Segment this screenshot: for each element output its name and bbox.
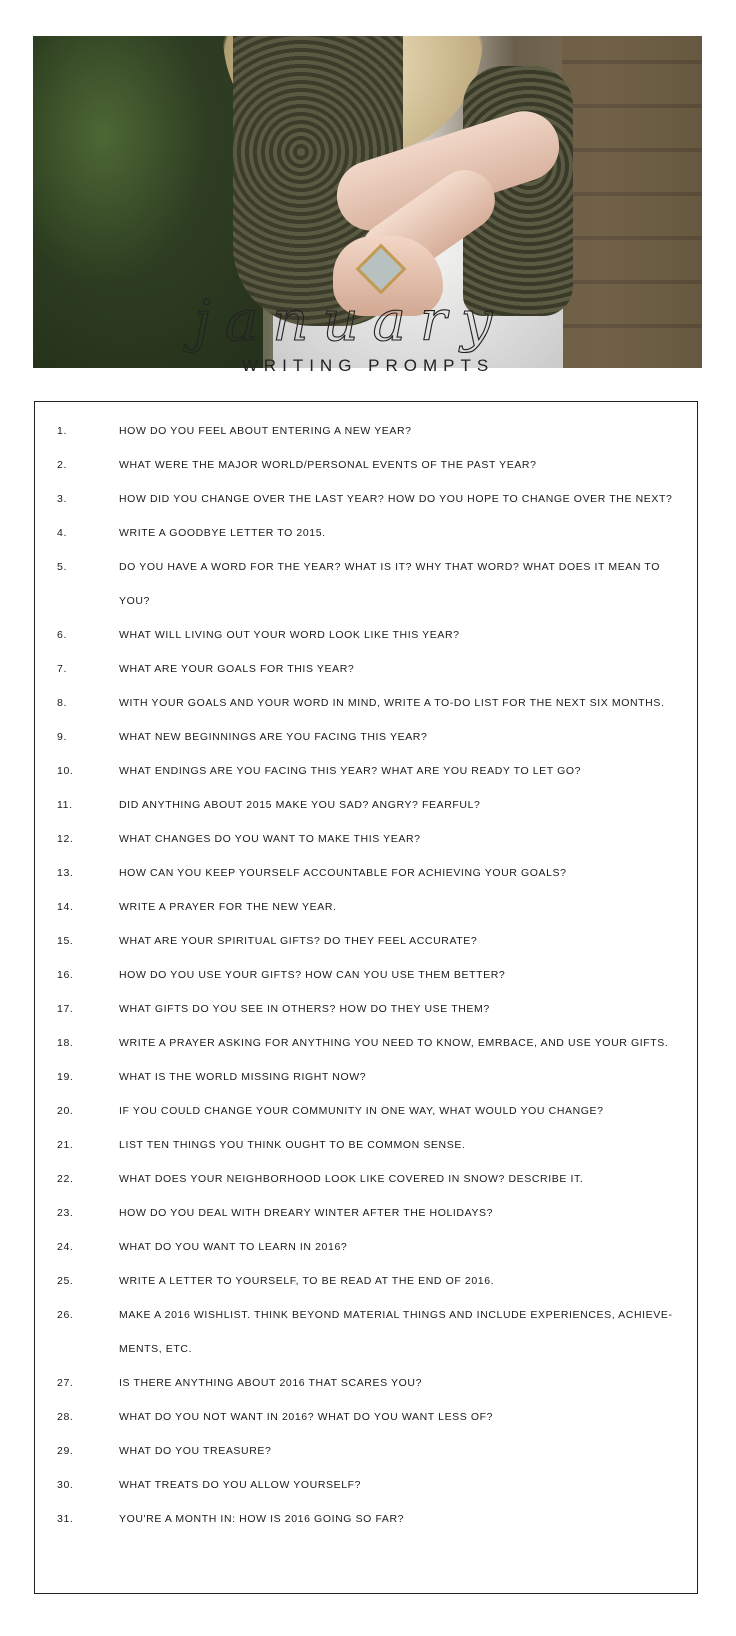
- prompts-frame: [34, 401, 698, 1594]
- list-item-text: DID ANYTHING ABOUT 2015 MAKE YOU SAD? ANGRY? FEARFUL?: [119, 799, 481, 811]
- list-item-text: WHAT DO YOU TREASURE?: [119, 1445, 272, 1457]
- list-item-number: 7.: [57, 663, 67, 675]
- list-item-text: WHAT ARE YOUR GOALS FOR THIS YEAR?: [119, 663, 355, 675]
- list-item-number: 25.: [57, 1275, 74, 1287]
- list-item-number: 14.: [57, 901, 74, 913]
- list-item-number: 20.: [57, 1105, 74, 1117]
- script-title-text: january: [193, 289, 507, 354]
- list-item-text: HOW DO YOU FEEL ABOUT ENTERING A NEW YEAR?: [119, 425, 412, 437]
- list-item-text: WHAT DOES YOUR NEIGHBORHOOD LOOK LIKE COVERED IN SNOW? DESCRIBE IT.: [119, 1173, 584, 1185]
- list-item-text: WHAT CHANGES DO YOU WANT TO MAKE THIS YEAR?: [119, 833, 421, 845]
- list-item-number: 12.: [57, 833, 74, 845]
- list-item-text: IF YOU COULD CHANGE YOUR COMMUNITY IN ONE WAY, WHAT WOULD YOU CHANGE?: [119, 1105, 604, 1117]
- list-item-text: HOW DO YOU DEAL WITH DREARY WINTER AFTER THE HOLIDAYS?: [119, 1207, 494, 1219]
- list-item-number: 24.: [57, 1241, 74, 1253]
- list-item-number: 1.: [57, 425, 67, 437]
- list-item-number: 22.: [57, 1173, 74, 1185]
- list-item-number: 9.: [57, 731, 67, 743]
- list-item-text: HOW DID YOU CHANGE OVER THE LAST YEAR? HOW DO YOU HOPE TO CHANGE OVER THE NEXT?: [119, 493, 673, 505]
- list-item-text: WHAT ENDINGS ARE YOU FACING THIS YEAR? WHAT ARE YOU READY TO LET GO?: [119, 765, 582, 777]
- list-item-text: HOW DO YOU USE YOUR GIFTS? HOW CAN YOU USE THEM BETTER?: [119, 969, 506, 981]
- list-item-number: 19.: [57, 1071, 74, 1083]
- list-item-number: 31.: [57, 1513, 74, 1525]
- list-item-text: MAKE A 2016 WISHLIST. THINK BEYOND MATERIAL THINGS AND INCLUDE EXPERIENCES, ACHIEVE-MENTS, ETC.: [119, 1309, 673, 1355]
- list-item-text: WRITE A PRAYER FOR THE NEW YEAR.: [119, 901, 337, 913]
- list-item-text: HOW CAN YOU KEEP YOURSELF ACCOUNTABLE FOR ACHIEVING YOUR GOALS?: [119, 867, 567, 879]
- list-item-text: WRITE A PRAYER ASKING FOR ANYTHING YOU NEED TO KNOW, EMRBACE, AND USE YOUR GIFTS.: [119, 1037, 669, 1049]
- list-item-text: YOU'RE A MONTH IN: HOW IS 2016 GOING SO FAR?: [119, 1513, 405, 1525]
- list-item-number: 17.: [57, 1003, 74, 1015]
- list-item-text: WHAT WERE THE MAJOR WORLD/PERSONAL EVENTS OF THE PAST YEAR?: [119, 459, 537, 471]
- list-item-number: 16.: [57, 969, 74, 981]
- list-item-number: 4.: [57, 527, 67, 539]
- list-item-number: 26.: [57, 1309, 74, 1321]
- page-subtitle: WRITING PROMPTS: [241, 356, 495, 375]
- list-item-text: WRITE A GOODBYE LETTER TO 2015.: [119, 527, 326, 539]
- list-item-text: WHAT WILL LIVING OUT YOUR WORD LOOK LIKE THIS YEAR?: [119, 629, 460, 641]
- list-item-number: 30.: [57, 1479, 74, 1491]
- list-item-number: 29.: [57, 1445, 74, 1457]
- list-item-text: WHAT NEW BEGINNINGS ARE YOU FACING THIS YEAR?: [119, 731, 428, 743]
- list-item-text: IS THERE ANYTHING ABOUT 2016 THAT SCARES YOU?: [119, 1377, 423, 1389]
- list-item-number: 3.: [57, 493, 67, 505]
- list-item-number: 13.: [57, 867, 74, 879]
- list-item-text: DO YOU HAVE A WORD FOR THE YEAR? WHAT IS IT? WHY THAT WORD? WHAT DOES IT MEAN TO YOU?: [119, 561, 660, 607]
- list-item-number: 5.: [57, 561, 67, 573]
- list-item-text: WHAT DO YOU WANT TO LEARN IN 2016?: [119, 1241, 348, 1253]
- list-item-number: 8.: [57, 697, 67, 709]
- list-item-text: LIST TEN THINGS YOU THINK OUGHT TO BE COMMON SENSE.: [119, 1139, 466, 1151]
- list-item-text: WHAT TREATS DO YOU ALLOW YOURSELF?: [119, 1479, 362, 1491]
- list-item-text: WHAT DO YOU NOT WANT IN 2016? WHAT DO YOU WANT LESS OF?: [119, 1411, 494, 1423]
- list-item-text: WHAT IS THE WORLD MISSING RIGHT NOW?: [119, 1071, 367, 1083]
- list-item-number: 6.: [57, 629, 67, 641]
- list-item-number: 18.: [57, 1037, 74, 1049]
- list-item-number: 23.: [57, 1207, 74, 1219]
- list-item-number: 11.: [57, 799, 73, 811]
- list-item-text: WHAT ARE YOUR SPIRITUAL GIFTS? DO THEY FEEL ACCURATE?: [119, 935, 478, 947]
- list-item-number: 10.: [57, 765, 74, 777]
- list-item-number: 27.: [57, 1377, 74, 1389]
- list-item-text: WHAT GIFTS DO YOU SEE IN OTHERS? HOW DO THEY USE THEM?: [119, 1003, 490, 1015]
- stone-wall: [562, 36, 702, 368]
- list-item-number: 28.: [57, 1411, 74, 1423]
- list-item-number: 21.: [57, 1139, 74, 1151]
- list-item-text: WITH YOUR GOALS AND YOUR WORD IN MIND, WRITE A TO-DO LIST FOR THE NEXT SIX MONTHS.: [119, 697, 665, 709]
- script-title: [150, 285, 550, 365]
- list-item-text: WRITE A LETTER TO YOURSELF, TO BE READ AT THE END OF 2016.: [119, 1275, 495, 1287]
- list-item-number: 15.: [57, 935, 74, 947]
- list-item-number: 2.: [57, 459, 67, 471]
